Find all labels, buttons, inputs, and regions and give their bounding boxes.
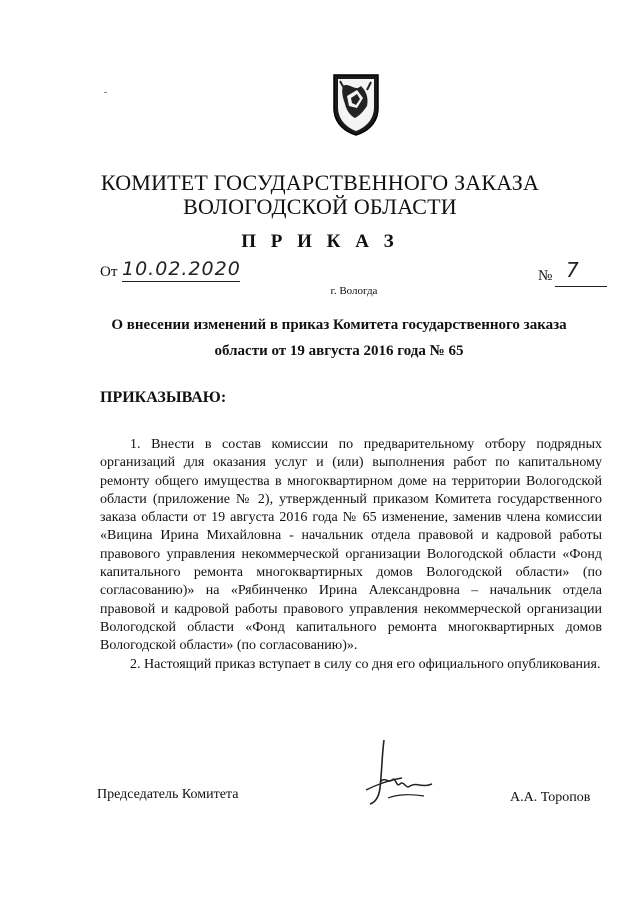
organization-name-line2: ВОЛОГОДСКОЙ ОБЛАСТИ [183, 194, 457, 219]
order-body [100, 436, 602, 674]
order-date: 10.02.2020 [122, 258, 241, 280]
subject-line1: О внесении изменений в приказ Комитета государственного заказа [111, 317, 567, 333]
scan-speck [104, 92, 107, 93]
order-word: ПРИКАЗЫВАЮ: [100, 389, 227, 406]
order-paragraph-2: 2. Настоящий приказ вступает в силу со дня его официального опубликования. [130, 656, 601, 672]
signer-position: Председатель Комитета [97, 787, 239, 802]
handwritten-signature [362, 738, 436, 810]
subject-line2: области от 19 августа 2016 года № 65 [214, 343, 464, 359]
date-underline [122, 281, 240, 282]
organization-name-line1: КОМИТЕТ ГОСУДАРСТВЕННОГО ЗАКАЗА [100, 170, 540, 195]
coat-of-arms-icon [331, 72, 381, 136]
document-title: П Р И К А З [241, 231, 399, 252]
date-label: От [100, 264, 118, 280]
number-label: № [538, 268, 553, 284]
city-label: г. Вологда [330, 285, 378, 297]
signer-name: А.А. Торопов [510, 790, 591, 805]
order-paragraph-1: 1. Внести в состав комиссии по предварительному отбору подрядных организаций для оказания услуг и (или) выполнения работ по капитальному ремонту общего имущества в многоквартирном доме на территории Вологодской области (приложение № 2), утвержденный приказом Комитета государственного заказа области от 19 августа 2016 года № 65 изменение, заменив члена комиссии «Вицина Ирина Михайловна - начальник отдела правовой и кадровой работы правового управления некоммерческой организации Вологодской области «Фонд капитального ремонта многоквартирных домов Вологодской области» (по согласованию)» на «Рябинченко Ирина Александровна – начальник отдела правовой и кадровой работы правового управления некоммерческой организации Вологодской области «Фонд капитального ремонта многоквартирных домов Вологодской области» (по согласованию)». [100, 437, 602, 654]
order-number: 7 [566, 258, 579, 282]
